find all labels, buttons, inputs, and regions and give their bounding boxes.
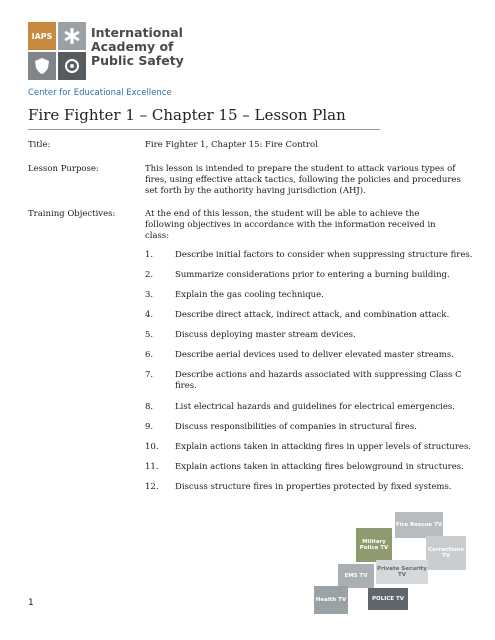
objective-text: Describe actions and hazards associated with suppressing Class C fires. bbox=[175, 370, 462, 391]
training-objectives-intro: At the end of this lesson, the student will be able to achieve the following objectives in accordance with the information received in class: bbox=[145, 209, 436, 241]
objective-text: Describe direct attack, indirect attack, and combination attack. bbox=[175, 310, 450, 320]
objective-number: 4. bbox=[145, 310, 154, 320]
mosaic-tile: Fire Rescue TV bbox=[395, 512, 443, 538]
fire-helmet-icon bbox=[58, 52, 86, 80]
objective-number: 2. bbox=[145, 270, 154, 280]
objective-text: Explain actions taken in attacking fires belowground in structures. bbox=[175, 462, 464, 472]
objective-number: 5. bbox=[145, 330, 154, 340]
objective-text: Explain actions taken in attacking fires in upper levels of structures. bbox=[175, 442, 472, 452]
organization-subtitle: Center for Educational Excellence bbox=[28, 88, 172, 98]
organization-name-line: International bbox=[91, 25, 183, 40]
objective-text: Describe initial factors to consider when suppressing structure fires. bbox=[175, 250, 473, 260]
objective-number: 7. bbox=[145, 370, 154, 380]
objective-number: 8. bbox=[145, 402, 154, 412]
objective-number: 6. bbox=[145, 350, 154, 360]
organization-name bbox=[91, 26, 184, 68]
page-title: Fire Fighter 1 – Chapter 15 – Lesson Plan bbox=[28, 106, 346, 124]
star-of-life-icon bbox=[58, 22, 86, 50]
lesson-purpose-value: This lesson is intended to prepare the student to attack various types of fires, using effective attack tactics, following the policies and procedures set forth by the authority having jurisdiction (AHJ). bbox=[145, 164, 461, 196]
objective-text: Explain the gas cooling technique. bbox=[175, 290, 324, 300]
objective-text: Discuss responsibilities of companies in structural fires. bbox=[175, 422, 417, 432]
objective-text: Discuss structure fires in properties protected by fixed systems. bbox=[175, 482, 452, 492]
logo-badge: IAPS bbox=[28, 22, 56, 50]
mosaic-tile: Military Police TV bbox=[356, 528, 392, 562]
mosaic-tile: Health TV bbox=[314, 586, 348, 614]
objective-text: Describe aerial devices used to deliver elevated master streams. bbox=[175, 350, 454, 360]
organization-name-line: Public Safety bbox=[91, 53, 184, 68]
mosaic-tile: EMS TV bbox=[338, 564, 374, 588]
mosaic-tile: Corrections TV bbox=[426, 536, 466, 570]
objective-number: 10. bbox=[145, 442, 159, 452]
iaps-logo bbox=[28, 22, 208, 102]
police-badge-icon bbox=[28, 52, 56, 80]
title-value: Fire Fighter 1, Chapter 15: Fire Control bbox=[145, 140, 318, 150]
title-divider bbox=[28, 129, 380, 130]
objective-text: Discuss deploying master stream devices. bbox=[175, 330, 356, 340]
objective-number: 1. bbox=[145, 250, 154, 260]
objective-number: 3. bbox=[145, 290, 154, 300]
logo-mark bbox=[28, 22, 86, 82]
channel-mosaic bbox=[312, 512, 495, 640]
page-number: 1 bbox=[28, 598, 34, 608]
objective-number: 11. bbox=[145, 462, 159, 472]
mosaic-tile: POLICE TV bbox=[368, 588, 408, 610]
objective-text: Summarize considerations prior to entering a burning building. bbox=[175, 270, 450, 280]
objective-number: 12. bbox=[145, 482, 159, 492]
training-objectives-label: Training Objectives: bbox=[28, 209, 116, 219]
title-label: Title: bbox=[28, 140, 51, 150]
mosaic-tile: Private Security TV bbox=[376, 560, 428, 584]
objective-number: 9. bbox=[145, 422, 154, 432]
objective-text: List electrical hazards and guidelines for electrical emergencies. bbox=[175, 402, 455, 412]
organization-name-line: Academy of bbox=[91, 39, 174, 54]
lesson-purpose-label: Lesson Purpose: bbox=[28, 164, 99, 174]
